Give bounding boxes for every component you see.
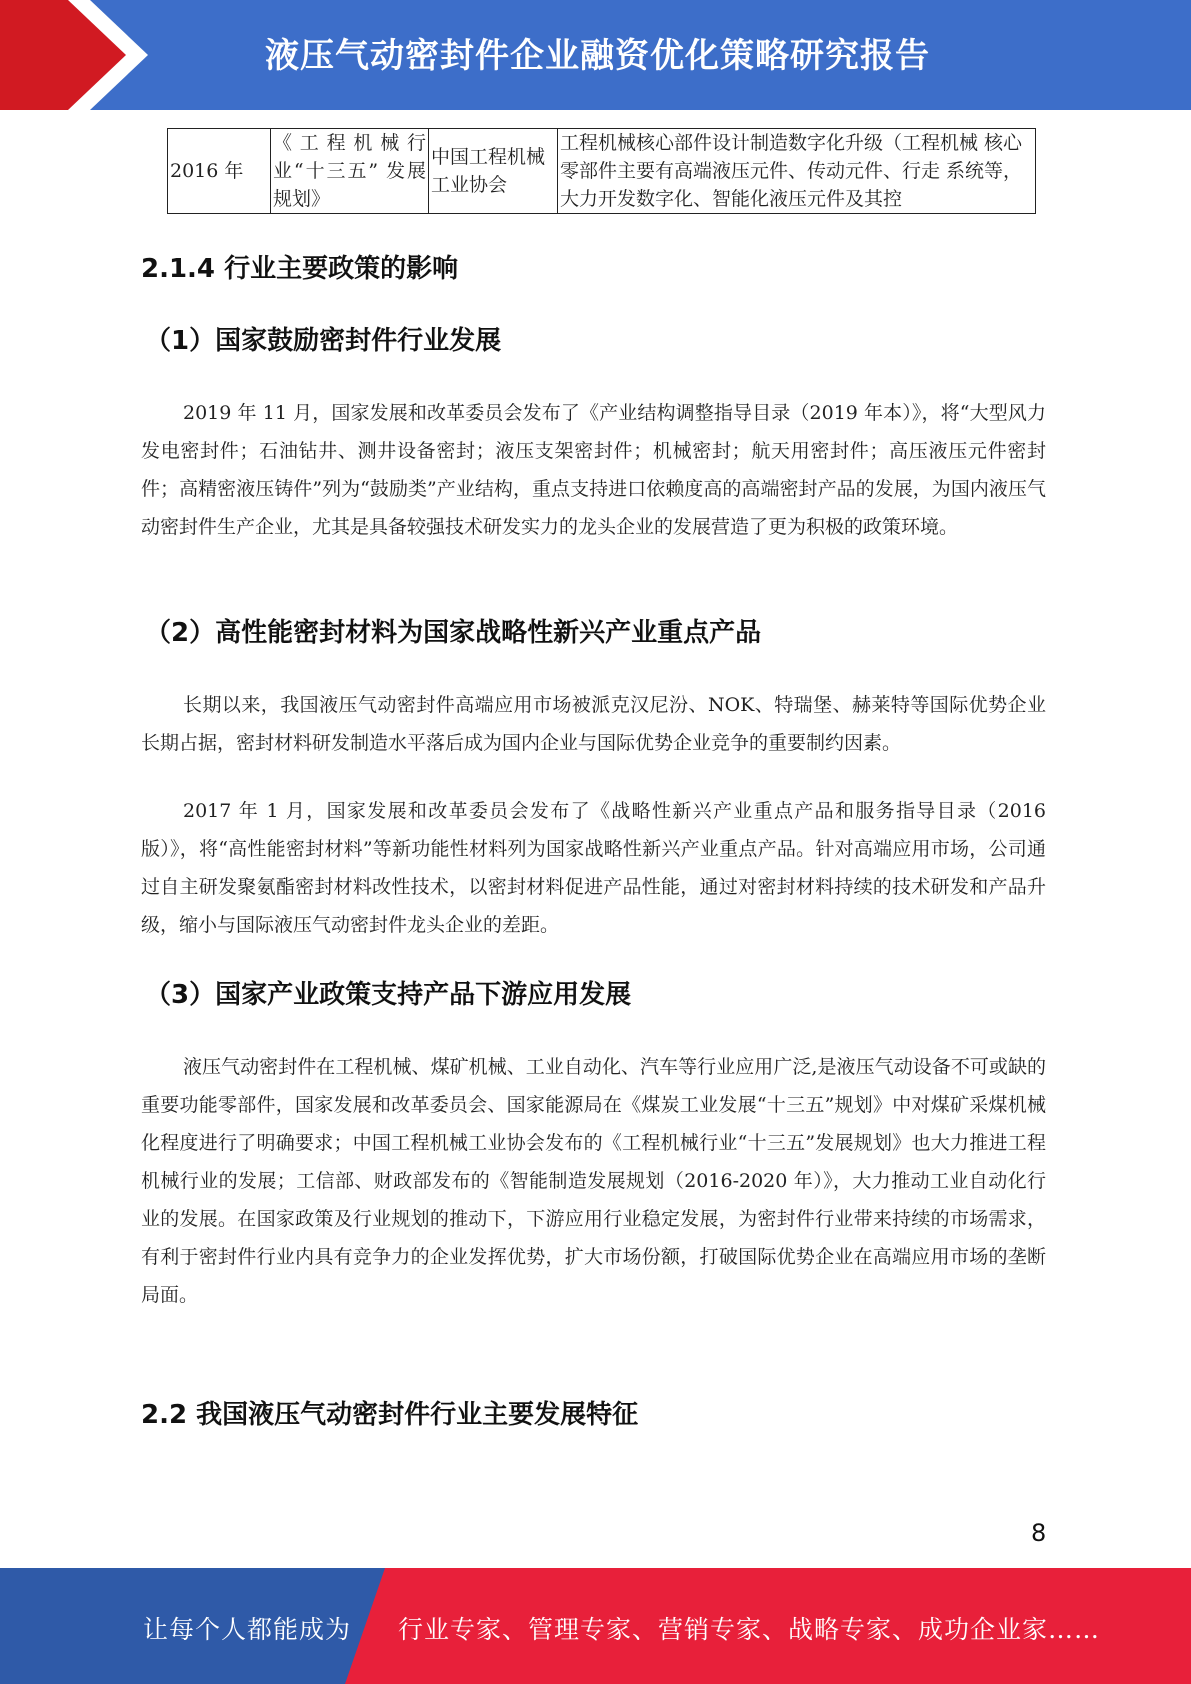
table-cell-policy-name: 《工程机械行 业“十三五” 发展规划》 bbox=[271, 129, 429, 214]
header-chevron-graphic bbox=[0, 0, 160, 110]
subsection-heading-3: （3）国家产业政策支持产品下游应用发展 bbox=[145, 980, 632, 1010]
footer-slogan-left: 让每个人都能成为 bbox=[143, 1615, 352, 1644]
table-cell-issuer: 中国工程机械工业协会 bbox=[429, 129, 558, 214]
section-heading-2-2: 2.2 我国液压气动密封件行业主要发展特征 bbox=[141, 1400, 639, 1430]
paragraph-sub1: 2019 年 11 月，国家发展和改革委员会发布了《产业结构调整指导目录（2019 年本）》，将“大型风力发电密封件；石油钻井、测井设备密封；液压支架密封件；机械密封；航天用密封件；高压液压元件密封件；高精密液压铸件”列为“鼓励类”产业结构，重点支持进口依赖度高的高端密封产品的发展，为国内液压气动密封件生产企业，尤其是具备较强技术研发实力的龙头企业的发展营造了更为积极的政策环境。 bbox=[141, 402, 1046, 538]
paragraph-sub3: 液压气动密封件在工程机械、煤矿机械、工业自动化、汽车等行业应用广泛,是液压气动设备不可或缺的重要功能零部件，国家发展和改革委员会、国家能源局在《煤炭工业发展“十三五”规划》中对煤矿采煤机械化程度进行了明确要求；中国工程机械工业协会发布的《工程机械行业“十三五”发展规划》也大力推进工程机械行业的发展；工信部、财政部发布的《智能制造发展规划（2016-2020 年）》，大力推动工业自动化行业的发展。在国家政策及行业规划的推动下，下游应用行业稳定发展，为密封件行业带来持续的市场需求，有利于密封件行业内具有竞争力的企业发挥优势，扩大市场份额，打破国际优势企业在高端应用市场的垄断局面。 bbox=[141, 1056, 1046, 1306]
section-heading-2-1-4: 2.1.4 行业主要政策的影响 bbox=[141, 254, 459, 284]
report-title: 液压气动密封件企业融资优化策略研究报告 bbox=[265, 36, 930, 76]
footer-banner bbox=[0, 1568, 1191, 1684]
page-number: 8 bbox=[1031, 1519, 1047, 1547]
paragraph-sub2-b: 2017 年 1 月，国家发展和改革委员会发布了《战略性新兴产业重点产品和服务指导目录（2016 版）》，将“高性能密封材料”等新功能性材料列为国家战略性新兴产业重点产品。针对高端应用市场，公司通过自主研发聚氨酯密封材料改性技术，以密封材料促进产品性能，通过对密封材料持续的技术研发和产品升级，缩小与国际液压气动密封件龙头企业的差距。 bbox=[141, 800, 1046, 936]
table-cell-content: 工程机械核心部件设计制造数字化升级（工程机械 核心零部件主要有高端液压元件、传动元件、行走 系统等，大力开发数字化、智能化液压元件及其控 bbox=[558, 129, 1036, 214]
paragraph-sub2-a: 长期以来，我国液压气动密封件高端应用市场被派克汉尼汾、NOK、特瑞堡、赫莱特等国际优势企业长期占据，密封材料研发制造水平落后成为国内企业与国际优势企业竞争的重要制约因素。 bbox=[141, 694, 1046, 754]
header-banner bbox=[0, 0, 1191, 110]
subsection-heading-1: （1）国家鼓励密封件行业发展 bbox=[145, 326, 502, 356]
policy-table bbox=[167, 128, 1036, 214]
table-row bbox=[168, 129, 1036, 214]
table-cell-year: 2016 年 bbox=[168, 129, 271, 214]
footer-slogan-right: 行业专家、管理专家、营销专家、战略专家、成功企业家…… bbox=[398, 1615, 1101, 1644]
subsection-heading-2: （2）高性能密封材料为国家战略性新兴产业重点产品 bbox=[145, 618, 762, 648]
